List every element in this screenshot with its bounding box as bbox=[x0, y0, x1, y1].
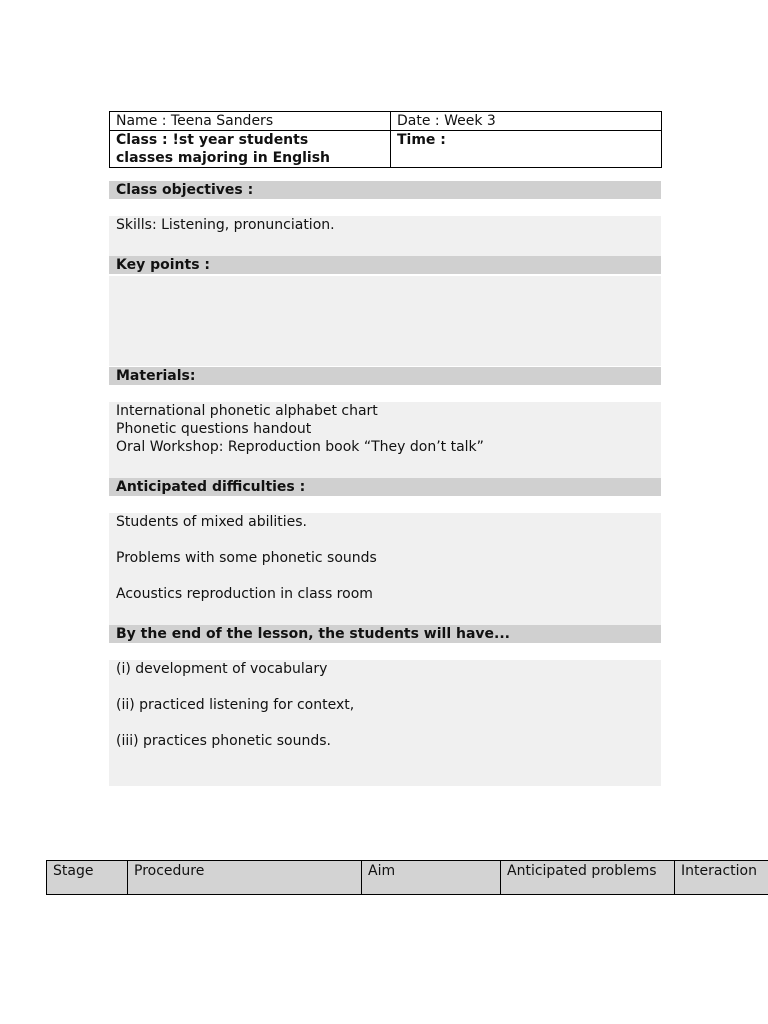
header-row bbox=[110, 112, 662, 131]
date-line: Date : Week 3 bbox=[397, 113, 496, 129]
time-label: Time : bbox=[397, 132, 446, 148]
difficulties-section bbox=[109, 478, 661, 639]
section-heading: Materials: bbox=[109, 367, 661, 385]
column-header-interaction: Interaction bbox=[675, 861, 768, 895]
class-label: Class : bbox=[116, 132, 168, 148]
date-cell bbox=[391, 112, 662, 131]
section-heading: Anticipated difficulties : bbox=[109, 478, 661, 496]
column-header-aim: Aim bbox=[362, 861, 501, 895]
difficulty-line: Students of mixed abilities. bbox=[116, 514, 308, 530]
table-header-row bbox=[47, 861, 768, 895]
time-cell bbox=[391, 131, 662, 168]
section-body bbox=[109, 513, 661, 639]
outcomes-section bbox=[109, 625, 661, 786]
column-header-stage: Stage bbox=[47, 861, 128, 895]
material-line: Phonetic questions handout bbox=[116, 421, 312, 437]
lesson-plan-table bbox=[46, 860, 768, 895]
key-points-section bbox=[109, 256, 661, 366]
materials-section bbox=[109, 367, 661, 492]
outcome-line: (ii) practiced listening for context, bbox=[116, 697, 355, 713]
column-header-procedure: Procedure bbox=[128, 861, 362, 895]
class-value-2: classes majoring in English bbox=[116, 150, 331, 166]
column-header-anticipated-problems: Anticipated problems bbox=[501, 861, 675, 895]
class-cell bbox=[110, 131, 391, 168]
name-cell bbox=[110, 112, 391, 131]
header-row bbox=[110, 131, 662, 168]
objective-line: Skills: Listening, pronunciation. bbox=[116, 217, 335, 233]
section-body bbox=[109, 660, 661, 786]
name-line: Name : Teena Sanders bbox=[116, 113, 274, 129]
section-body bbox=[109, 276, 661, 366]
outcome-line: (iii) practices phonetic sounds. bbox=[116, 733, 331, 749]
material-line: Oral Workshop: Reproduction book “They don’t talk” bbox=[116, 439, 484, 455]
header-table bbox=[109, 111, 662, 168]
section-heading: By the end of the lesson, the students will have... bbox=[109, 625, 661, 643]
difficulty-line: Acoustics reproduction in class room bbox=[116, 586, 373, 602]
class-value-1: !st year students bbox=[167, 132, 309, 148]
section-heading: Key points : bbox=[109, 256, 661, 274]
difficulty-line: Problems with some phonetic sounds bbox=[116, 550, 377, 566]
outcome-line: (i) development of vocabulary bbox=[116, 661, 328, 677]
section-heading: Class objectives : bbox=[109, 181, 661, 199]
material-line: International phonetic alphabet chart bbox=[116, 403, 378, 419]
